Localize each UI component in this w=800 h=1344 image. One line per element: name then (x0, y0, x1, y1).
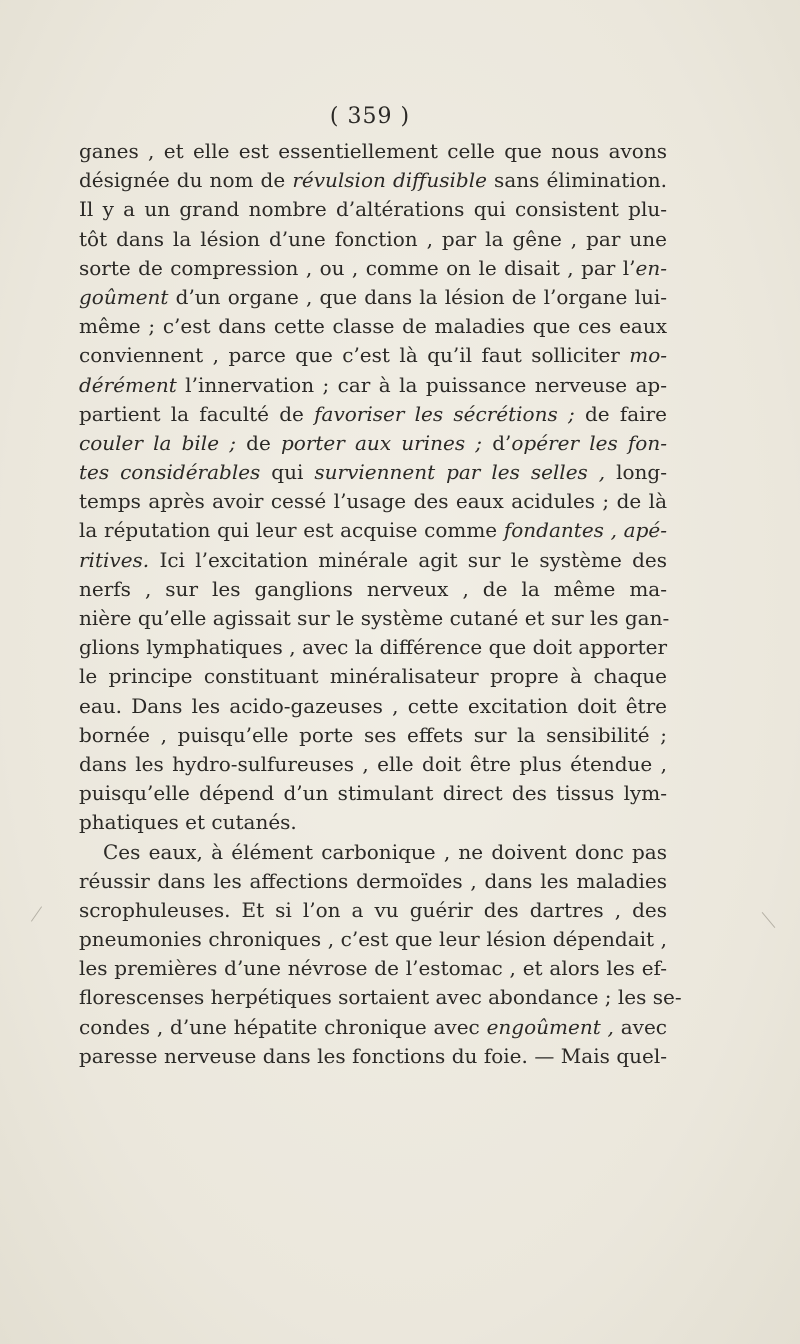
italic-text: goûment (79, 284, 169, 309)
text-segment: le principe constituant minéralisateur propre à chaque (79, 664, 667, 689)
text-line (79, 283, 667, 312)
text-line (79, 721, 667, 750)
text-segment: partient la faculté de (79, 401, 315, 426)
text-segment: dans les hydro-sulfureuses , elle doit être plus étendue , (79, 751, 667, 776)
italic-text: dérément (79, 372, 177, 397)
text-line (79, 954, 667, 983)
text-segment: tôt dans la lésion d’une fonction , par la gêne , par une (79, 226, 667, 251)
text-segment: d’un organe , que dans la lésion de l’organe lui- (168, 284, 667, 309)
text-line (79, 808, 667, 837)
text-segment: sorte de compression , ou , comme on le disait , par l’ (79, 255, 636, 280)
italic-text: mo- (629, 343, 667, 368)
text-segment: de (235, 430, 281, 455)
text-line (79, 195, 667, 224)
text-line (79, 983, 682, 1012)
text-segment: ganes , et elle est essentiellement celle que nous avons (79, 139, 667, 163)
text-segment: d’ (482, 430, 512, 455)
text-line (79, 633, 667, 662)
text-segment: Ces eaux, à élément carbonique , ne doivent donc pas (103, 839, 667, 864)
text-segment: puisqu’elle dépend d’un stimulant direct des tissus lym- (79, 781, 667, 806)
text-line (79, 750, 667, 779)
text-segment: eau. Dans les acido-gazeuses , cette excitation doit être (79, 693, 667, 718)
text-segment: scrophuleuses. Et si l’on a vu guérir des dartres , des (79, 897, 667, 922)
text-line (79, 546, 667, 575)
text-line (79, 458, 667, 487)
text-line (79, 896, 667, 925)
text-line (79, 575, 667, 604)
page-number: ( 359 ) (329, 104, 411, 129)
text-segment: Ici l’excitation minérale agit sur le système des (149, 547, 667, 572)
italic-text: tes considérables (79, 460, 261, 485)
text-line (79, 371, 667, 400)
italic-text: porter aux urines ; (280, 430, 483, 455)
text-line (79, 1013, 667, 1042)
text-line (79, 604, 670, 633)
margin-mark-left (31, 906, 42, 921)
text-line (79, 400, 667, 429)
text-segment: condes , d’une hépatite chronique avec (79, 1014, 487, 1039)
text-line (79, 925, 667, 954)
text-line (79, 225, 667, 254)
text-segment: même ; c’est dans cette classe de maladies que ces eaux (79, 314, 667, 339)
text-segment: nière qu’elle agissait sur le système cutané et sur les gan- (79, 606, 670, 630)
italic-text: surviennent par les selles , (314, 460, 606, 485)
text-segment: paresse nerveuse dans les fonctions du foie. — Mais quel- (79, 1043, 667, 1068)
text-segment: Il y a un grand nombre d’altérations qui consistent plu- (79, 197, 667, 222)
margin-mark-right (762, 912, 776, 928)
text-segment: de faire (574, 401, 667, 426)
text-line (79, 1042, 667, 1071)
text-segment: glions lymphatiques , avec la différence que doit apporter (79, 635, 667, 660)
text-line (79, 867, 667, 896)
text-segment: conviennent , parce que c’est là qu’il faut solliciter (79, 343, 630, 368)
text-line (79, 254, 667, 283)
text-segment: les premières d’une névrose de l’estomac , et alors les ef- (79, 956, 667, 981)
italic-text: fondantes , apé- (503, 518, 667, 543)
text-line (79, 779, 667, 808)
text-line (79, 662, 667, 691)
text-line (79, 341, 667, 370)
text-segment: la réputation qui leur est acquise comme (79, 518, 504, 543)
text-line (79, 312, 667, 341)
text-line (79, 838, 667, 867)
text-line (79, 692, 667, 721)
text-line (79, 516, 667, 545)
text-segment: l’innervation ; car à la puissance nerveuse ap- (176, 372, 667, 397)
text-segment: réussir dans les affections dermoïdes , dans les maladies (79, 868, 667, 893)
text-segment: pneumonies chroniques , c’est que leur lésion dépendait , (79, 927, 667, 952)
body-text (79, 137, 682, 1071)
text-segment: sans élimination. (486, 168, 668, 193)
text-segment: florescenses herpétiques sortaient avec abondance ; les se- (79, 985, 682, 1010)
italic-text: couler la bile ; (79, 430, 236, 455)
text-segment: long- (605, 460, 667, 485)
italic-text: opérer les fon- (511, 430, 667, 455)
text-segment: qui (260, 460, 315, 485)
text-segment: nerfs , sur les ganglions nerveux , de la même ma- (79, 576, 667, 601)
text-line (79, 137, 667, 166)
text-line (79, 166, 667, 195)
text-line (79, 429, 667, 458)
italic-text: révulsion diffusible (292, 168, 487, 193)
italic-text: ritives. (79, 547, 150, 572)
italic-text: en- (635, 255, 667, 280)
text-segment: temps après avoir cessé l’usage des eaux acidules ; de là (79, 489, 667, 514)
text-segment: phatiques et cutanés. (79, 810, 297, 835)
text-segment: bornée , puisqu’elle porte ses effets sur la sensibilité ; (79, 722, 667, 747)
text-segment: désignée du nom de (79, 168, 293, 193)
text-line (79, 487, 667, 516)
text-segment: avec (613, 1014, 668, 1039)
italic-text: engoûment , (486, 1014, 614, 1039)
italic-text: favoriser les sécrétions ; (314, 401, 575, 426)
